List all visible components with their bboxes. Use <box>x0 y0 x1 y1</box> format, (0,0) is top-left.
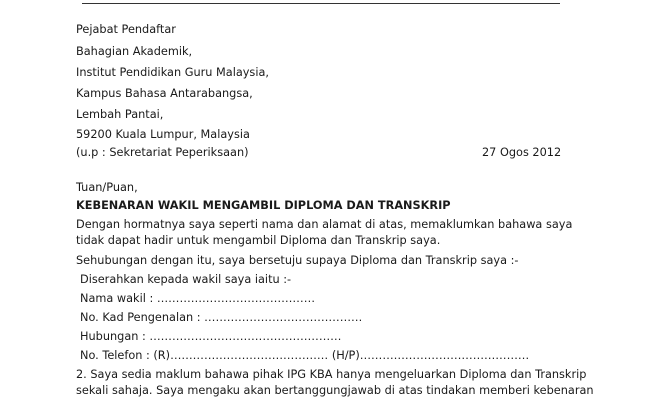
recipient-line-4: Kampus Bahasa Antarabangsa, <box>76 87 253 100</box>
recipient-line-6: 59200 Kuala Lumpur, Malaysia <box>76 128 250 141</box>
paragraph-1-line-2: tidak dapat hadir untuk mengambil Diploma dan Transkrip saya. <box>76 234 441 247</box>
paragraph-1-line-1: Dengan hormatnya saya seperti nama dan alamat di atas, memaklumkan bahawa saya <box>76 218 573 231</box>
recipient-line-5: Lembah Pantai, <box>76 108 164 121</box>
recipient-line-3: Institut Pendidikan Guru Malaysia, <box>76 66 269 79</box>
paragraph-3: Diserahkan kepada wakil saya iaitu :- <box>80 273 292 286</box>
letter-subject: KEBENARAN WAKIL MENGAMBIL DIPLOMA DAN TRANSKRIP <box>76 199 451 212</box>
field-telefon: No. Telefon : (R)…………………………………… (H/P)……………………………………… <box>80 349 530 362</box>
recipient-attention: (u.p : Sekretariat Peperiksaan) <box>76 146 249 159</box>
salutation: Tuan/Puan, <box>76 181 138 194</box>
field-hubungan: Hubungan : …………………………………………… <box>80 330 342 343</box>
paragraph-4-line-2: sekali sahaja. Saya mengaku akan bertanggungjawab di atas tindakan memberi kebenaran <box>76 384 594 397</box>
recipient-line-1: Pejabat Pendaftar <box>76 23 176 36</box>
letter-date: 27 Ogos 2012 <box>482 146 562 159</box>
field-nama-wakil: Nama wakil : …………………………………… <box>80 292 316 305</box>
paragraph-4-line-1: 2. Saya sedia maklum bahawa pihak IPG KBA hanya mengeluarkan Diploma dan Transkrip <box>76 368 587 381</box>
paragraph-2: Sehubungan dengan itu, saya bersetuju supaya Diploma dan Transkrip saya :- <box>76 254 519 267</box>
top-divider <box>82 3 560 4</box>
recipient-line-2: Bahagian Akademik, <box>76 45 193 58</box>
field-kad-pengenalan: No. Kad Pengenalan : …………………………………… <box>80 311 363 324</box>
